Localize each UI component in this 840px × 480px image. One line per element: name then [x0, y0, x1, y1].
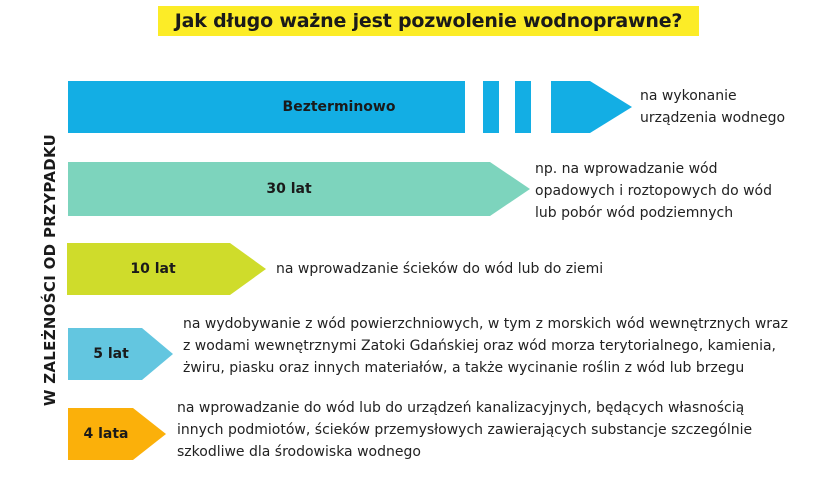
desc-line: urządzenia wodnego — [640, 110, 786, 126]
arrow-label-10-lat: 10 lat — [130, 261, 176, 277]
desc-line: innych podmiotów, ścieków przemysłowych zawierających substancje szczególnie — [177, 422, 753, 438]
arrow-label-30-lat: 30 lat — [266, 181, 312, 197]
desc-line: szkodliwe dla środowiska wodnego — [177, 444, 421, 460]
page-title: Jak długo ważne jest pozwolenie wodnoprawne? — [158, 6, 699, 36]
desc-line: lub pobór wód podziemnych — [535, 205, 734, 221]
desc-line: opadowych i roztopowych do wód — [535, 183, 773, 199]
arrow-label-4-lata: 4 lata — [83, 426, 129, 442]
desc-line: na wprowadzanie ścieków do wód lub do ziemi — [276, 261, 604, 277]
side-axis-label: W ZALEŻNOŚCI OD PRZYPADKU — [41, 133, 59, 407]
desc-4-lata — [177, 397, 752, 463]
desc-line: np. na wprowadzanie wód — [535, 161, 718, 177]
desc-line: z wodami wewnętrznymi Zatoki Gdańskiej oraz wód morza terytorialnego, kamienia, — [183, 338, 777, 354]
desc-line: na wprowadzanie do wód lub do urządzeń kanalizacyjnych, będących własnością — [177, 400, 745, 416]
desc-line: na wydobywanie z wód powierzchniowych, w tym z morskich wód wewnętrznych wraz — [183, 316, 788, 332]
arrow-label-bezterminowo: Bezterminowo — [282, 99, 396, 115]
desc-line: na wykonanie — [640, 88, 737, 104]
desc-line: żwiru, piasku oraz innych materiałów, a także wycinanie roślin z wód lub brzegu — [183, 360, 745, 376]
arrow-label-5-lat: 5 lat — [93, 346, 129, 362]
